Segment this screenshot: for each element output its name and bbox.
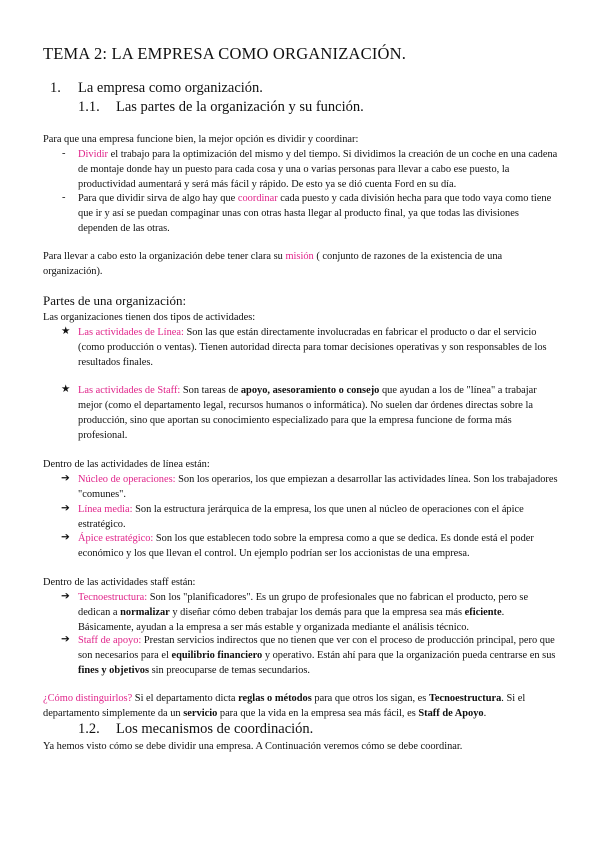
section-heading-1-2	[78, 721, 313, 738]
dash-bullet: -	[62, 192, 66, 203]
arrow-icon: ➔	[61, 591, 70, 602]
star-icon: ★	[61, 384, 71, 395]
list-item-staff: Las actividades de Staff: Son tareas de apoyo, asesoramiento o consejo que ayudan a los de "línea" a trabajar mejor (como el departamento legal, recursos humanos o informática). No suelen dar órdenes directas sobre la producción, sino que aportan su conocimiento especializado para que la empresa funcione de forma más profesional.	[78, 385, 537, 441]
keyword-mision: misión	[285, 251, 314, 262]
mision-paragraph: Para llevar a cabo esto la organización debe tener clara su misión ( conjunto de razones de la existencia de una organización).	[43, 251, 503, 277]
section-label: La empresa como organización.	[78, 80, 263, 96]
keyword-coordinar: coordinar	[237, 193, 278, 204]
arrow-icon: ➔	[61, 532, 70, 543]
list-item-tecnoestructura: Tecnoestructura: Son los "planificadores". Es un grupo de profesionales que no fabrican el producto, pero se dedican a normalizar y diseñar cómo deben trabajar los demás para que la empresa sea más eficiente. Básicamente, ayudan a la empresa a ser más estable y organizada mediante el análisis técnico.	[78, 592, 529, 633]
section-heading-1	[50, 80, 263, 97]
keyword-linea: Las actividades de Línea:	[78, 327, 184, 338]
page-title: TEMA 2: LA EMPRESA COMO ORGANIZACIÓN.	[43, 44, 407, 63]
list-item-apice: Ápice estratégico: Son los que establecen todo sobre la empresa como a que se dedica. Es donde está el poder económico y los que llevan el control. Un ejemplo podrían ser los accionistas de una empresa.	[78, 533, 534, 559]
keyword-tecnoestructura: Tecnoestructura:	[78, 592, 148, 603]
section-label: Los mecanismos de coordinación.	[116, 721, 314, 737]
arrow-icon: ➔	[61, 503, 70, 514]
arrow-icon: ➔	[61, 634, 70, 645]
keyword-staff-apoyo: Staff de apoyo:	[78, 635, 142, 646]
keyword-staff: Las actividades de Staff:	[78, 385, 181, 396]
list-item-linea-media: Línea media: Son la estructura jerárquica de la empresa, los que unen al núcleo de operaciones con el ápice estratégico.	[78, 504, 524, 530]
staff-intro: Dentro de las actividades staff están:	[43, 577, 196, 588]
section-number: 1.1.	[78, 99, 100, 115]
list-item-nucleo: Núcleo de operaciones: Son los operarios, los que empiezan a desarrollar las actividades línea. Son los trabajadores "comunes".	[78, 474, 558, 500]
partes-intro: Las organizaciones tienen dos tipos de actividades:	[43, 312, 256, 323]
keyword-linea-media: Línea media:	[78, 504, 133, 515]
section-number: 1.	[50, 80, 61, 96]
section-heading-1-1	[78, 99, 364, 116]
section-label: Las partes de la organización y su función.	[116, 99, 364, 115]
list-item-linea: Las actividades de Línea: Son las que están directamente involucradas en fabricar el producto o dar el servicio (como producción o ventas). Tienen autoridad directa para tomar decisiones operativas y son responsables de los resultados finales.	[78, 327, 547, 368]
list-item-staff-apoyo: Staff de apoyo: Prestan servicios indirectos que no tienen que ver con el proceso de producción principal, pero que son necesarios para el equilibrio financiero y operativo. Están ahí para que la organización pueda centrarse en sus fines y objetivos sin preocuparse de temas secundarios.	[78, 635, 556, 676]
closing-paragraph: Ya hemos visto cómo se debe dividir una empresa. A Continuación veremos cómo se debe coordinar.	[43, 741, 463, 752]
section-number: 1.2.	[78, 721, 100, 737]
keyword-distinguir: ¿Cómo distinguirlos?	[43, 693, 133, 704]
dash-bullet: -	[62, 148, 66, 159]
keyword-dividir: Dividir	[78, 149, 109, 160]
list-item-coordinar: Para que dividir sirva de algo hay que coordinar cada puesto y cada división hecha para que todo vaya como tiene que ir y así se puedan compaginar unas con otras hasta llegar al producto final, ya que todas las divisiones dependen de las otras.	[78, 193, 552, 234]
arrow-icon: ➔	[61, 473, 70, 484]
list-item-dividir: Dividir el trabajo para la optimización del mismo y del tiempo. Si dividimos la creación de un coche en una cadena de montaje donde hay un puesto para cada cosa y una o varias personas para llevar a cabo ese puesto, la productividad aumentará y será más fácil y rápido. De esto ya se dió cuenta Ford en su día.	[78, 149, 558, 190]
keyword-nucleo: Núcleo de operaciones:	[78, 474, 176, 485]
linea-intro: Dentro de las actividades de línea están:	[43, 459, 210, 470]
subheading-partes: Partes de una organización:	[43, 293, 187, 308]
distinguir-paragraph: ¿Cómo distinguirlos? Si el departamento dicta reglas o métodos para que otros los sigan, es Tecnoestructura. Si el departamento simplemente da un servicio para que la vida en la empresa sea más fácil, es Staff de Apoyo.	[43, 693, 526, 719]
intro-paragraph: Para que una empresa funcione bien, la mejor opción es dividir y coordinar:	[43, 134, 359, 145]
keyword-apice: Ápice estratégico:	[78, 533, 154, 544]
star-icon: ★	[61, 326, 71, 337]
